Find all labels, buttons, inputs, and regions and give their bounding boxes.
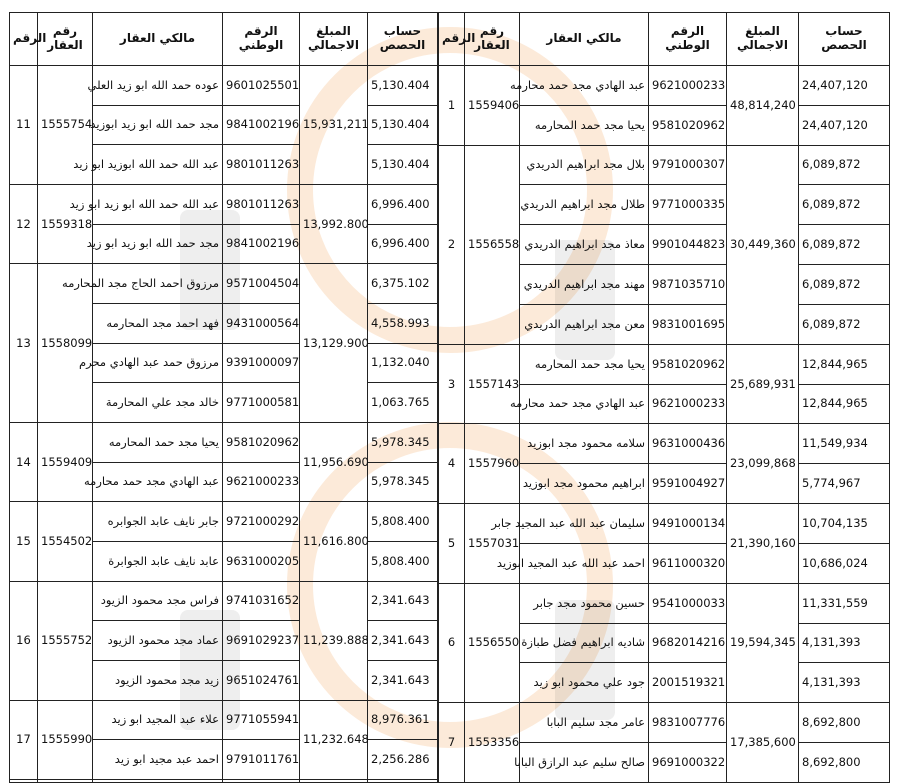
owner-name: عبد الله حمد الله ابو زيد ابو زيد <box>93 185 223 225</box>
owner-name: عماد مجد محمود الزيود <box>93 621 223 661</box>
share-amount: 8,692,800 <box>799 703 890 743</box>
property-number: 1559318 <box>38 185 93 264</box>
national-id: 9621000233 <box>223 462 300 502</box>
total-amount: 15,931,211 <box>300 66 368 185</box>
property-number: 1553356 <box>465 703 520 783</box>
national-id: 9541000033 <box>649 583 727 623</box>
row-index: 1 <box>439 66 465 146</box>
total-amount: 13,992.800 <box>300 185 368 264</box>
share-amount: 6,996.400 <box>368 224 438 264</box>
table-row <box>439 424 890 464</box>
total-amount: 48,814,240 <box>727 66 799 146</box>
share-amount: 12,844,965 <box>799 384 890 424</box>
owner-name: معن مجد ابراهيم الدريدي <box>520 304 649 344</box>
table-row <box>10 700 438 740</box>
national-id: 9581020962 <box>223 423 300 463</box>
empty-cell <box>223 780 300 783</box>
owner-name: مرزوق احمد الحاج مجد المحارمه <box>93 264 223 304</box>
share-amount: 6,089,872 <box>799 185 890 225</box>
share-amount: 2,341.643 <box>368 621 438 661</box>
owner-name: عبد الهادي مجد حمد محارمه <box>520 384 649 424</box>
national-id: 9691029237 <box>223 621 300 661</box>
table-row <box>439 703 890 743</box>
total-amount: 13,129.900 <box>300 264 368 423</box>
national-id: 9591004927 <box>649 464 727 504</box>
total-amount: 11,956.690 <box>300 423 368 502</box>
owner-name: سليمان عبد الله عبد المجيد جابر <box>520 504 649 544</box>
header-share-account: حساب الحصص <box>799 13 890 66</box>
owner-name: خالد مجد علي المحارمة <box>93 383 223 423</box>
header-row <box>10 13 438 66</box>
national-id: 9651024761 <box>223 661 300 701</box>
row-index: 4 <box>439 424 465 504</box>
property-number: 1556558 <box>465 145 520 344</box>
share-amount: 1,132.040 <box>368 343 438 383</box>
row-index: 5 <box>439 504 465 584</box>
table-row <box>439 344 890 384</box>
empty-cell <box>10 780 38 783</box>
national-id: 9841002196 <box>223 105 300 145</box>
table-row <box>10 502 438 542</box>
owner-name: حسين محمود مجد جابر <box>520 583 649 623</box>
national-id: 9791000307 <box>649 145 727 185</box>
share-amount: 5,130.404 <box>368 66 438 106</box>
total-amount: 23,099,868 <box>727 424 799 504</box>
empty-row <box>10 780 438 783</box>
row-index: 17 <box>10 700 38 779</box>
header-national-id: الرقم الوطني <box>223 13 300 66</box>
national-id: 9831001695 <box>649 304 727 344</box>
national-id: 9601025501 <box>223 66 300 106</box>
property-number: 1557031 <box>465 504 520 584</box>
total-amount: 11,239.888 <box>300 581 368 700</box>
national-id: 9901044823 <box>649 225 727 265</box>
owner-name: ابراهيم محمود مجد ابوزيد <box>520 464 649 504</box>
national-id: 9491000134 <box>649 504 727 544</box>
owner-name: مرزوق حمد عبد الهادي محرم <box>93 343 223 383</box>
row-index: 6 <box>439 583 465 702</box>
header-share-account: حساب الحصص <box>368 13 438 66</box>
empty-cell <box>368 780 438 783</box>
tables-container <box>10 12 890 783</box>
total-amount: 11,616.800 <box>300 502 368 581</box>
national-id: 9791011761 <box>223 740 300 780</box>
share-amount: 24,407,120 <box>799 66 890 106</box>
national-id: 9801011263 <box>223 185 300 225</box>
property-number: 1559406 <box>465 66 520 146</box>
national-id: 9571004504 <box>223 264 300 304</box>
owner-name: عابد نايف عابد الجوابرة <box>93 542 223 582</box>
owner-name: بلال مجد ابراهيم الدريدي <box>520 145 649 185</box>
national-id: 9771055941 <box>223 700 300 740</box>
header-total-amount: المبلغ الاجمالي <box>727 13 799 66</box>
share-amount: 11,331,559 <box>799 583 890 623</box>
row-index: 3 <box>439 344 465 424</box>
share-amount: 1,063.765 <box>368 383 438 423</box>
total-amount: 21,390,160 <box>727 504 799 584</box>
property-number: 1556550 <box>465 583 520 702</box>
table-row <box>10 185 438 225</box>
share-amount: 2,256.286 <box>368 740 438 780</box>
national-id: 9581020962 <box>649 344 727 384</box>
table-row <box>439 145 890 185</box>
empty-cell <box>300 780 368 783</box>
total-amount: 11,232.648 <box>300 700 368 779</box>
header-index: الرقم <box>439 13 465 66</box>
property-number: 1558099 <box>38 264 93 423</box>
owner-name: عامر مجد سليم البابا <box>520 703 649 743</box>
owner-name: مجد حمد الله ابو زيد ابو زيد <box>93 224 223 264</box>
national-id: 9771000335 <box>649 185 727 225</box>
row-index: 13 <box>10 264 38 423</box>
owner-name: مجد حمد الله ابو زيد ابوزيد <box>93 105 223 145</box>
share-amount: 10,704,135 <box>799 504 890 544</box>
share-amount: 5,978.345 <box>368 462 438 502</box>
share-amount: 24,407,120 <box>799 105 890 145</box>
table-row <box>10 581 438 621</box>
owner-name: يحيا مجد حمد المحارمه <box>520 344 649 384</box>
share-amount: 10,686,024 <box>799 543 890 583</box>
table-row <box>10 423 438 463</box>
owner-name: عبد الهادي مجد حمد محارمه <box>520 66 649 106</box>
owner-name: عبد الهادي مجد حمد محارمه <box>93 462 223 502</box>
table-row <box>439 583 890 623</box>
property-number: 1559409 <box>38 423 93 502</box>
share-amount: 8,692,800 <box>799 743 890 783</box>
share-amount: 12,844,965 <box>799 344 890 384</box>
header-owners: مالكي العقار <box>93 13 223 66</box>
empty-cell <box>38 780 93 783</box>
properties-table-right <box>438 12 890 783</box>
share-amount: 6,089,872 <box>799 225 890 265</box>
owner-name: علاء عبد المجيد ابو زيد <box>93 700 223 740</box>
owner-name: جابر نايف عابد الجوابره <box>93 502 223 542</box>
national-id: 9741031652 <box>223 581 300 621</box>
national-id: 9721000292 <box>223 502 300 542</box>
property-number: 1555754 <box>38 66 93 185</box>
owner-name: فراس مجد محمود الزيود <box>93 581 223 621</box>
national-id: 9621000233 <box>649 66 727 106</box>
national-id: 9631000436 <box>649 424 727 464</box>
property-number: 1557143 <box>465 344 520 424</box>
national-id: 9871035710 <box>649 265 727 305</box>
share-amount: 5,978.345 <box>368 423 438 463</box>
properties-table-left <box>9 12 438 783</box>
table-body <box>10 66 438 783</box>
owner-name: مهند مجد ابراهيم الدريدي <box>520 265 649 305</box>
national-id: 9581020962 <box>649 105 727 145</box>
national-id: 9391000097 <box>223 343 300 383</box>
owner-name: يحيا مجد حمد المحارمه <box>520 105 649 145</box>
row-index: 11 <box>10 66 38 185</box>
owner-name: احمد عبد الله عبد المجيد ابوزيد <box>520 543 649 583</box>
national-id: 9682014216 <box>649 623 727 663</box>
share-amount: 11,549,934 <box>799 424 890 464</box>
share-amount: 2,341.643 <box>368 661 438 701</box>
header-index: الرقم <box>10 13 38 66</box>
table-row <box>439 66 890 106</box>
owner-name: شاديه ابراهيم فضل طبازة <box>520 623 649 663</box>
owner-name: عبد الله حمد الله ابوزيد ابو زيد <box>93 145 223 185</box>
owner-name: معاذ مجد ابراهيم الدريدي <box>520 225 649 265</box>
owner-name: زيد مجد محمود الزيود <box>93 661 223 701</box>
share-amount: 6,089,872 <box>799 145 890 185</box>
table-header <box>439 13 890 66</box>
share-amount: 6,089,872 <box>799 265 890 305</box>
share-amount: 8,976.361 <box>368 700 438 740</box>
header-property-number: رقم العقار <box>38 13 93 66</box>
share-amount: 6,089,872 <box>799 304 890 344</box>
share-amount: 5,808.400 <box>368 542 438 582</box>
share-amount: 4,131,393 <box>799 623 890 663</box>
table-row <box>10 264 438 304</box>
share-amount: 6,375.102 <box>368 264 438 304</box>
owner-name: احمد عبد مجيد ابو زيد <box>93 740 223 780</box>
share-amount: 5,774,967 <box>799 464 890 504</box>
total-amount: 30,449,360 <box>727 145 799 344</box>
owner-name: يحيا مجد حمد المحارمه <box>93 423 223 463</box>
national-id: 9831007776 <box>649 703 727 743</box>
header-total-amount: المبلغ الاجمالي <box>300 13 368 66</box>
total-amount: 19,594,345 <box>727 583 799 702</box>
owner-name: صالح سليم عبد الرازق البابا <box>520 743 649 783</box>
national-id: 9841002196 <box>223 224 300 264</box>
row-index: 15 <box>10 502 38 581</box>
share-amount: 4,558.993 <box>368 304 438 344</box>
table-row <box>10 66 438 106</box>
property-number: 1555752 <box>38 581 93 700</box>
row-index: 14 <box>10 423 38 502</box>
property-number: 1554502 <box>38 502 93 581</box>
row-index: 7 <box>439 703 465 783</box>
property-number: 1557960 <box>465 424 520 504</box>
header-owners: مالكي العقار <box>520 13 649 66</box>
header-national-id: الرقم الوطني <box>649 13 727 66</box>
owner-name: سلامه محمود مجد ابوزيد <box>520 424 649 464</box>
owner-name: جود علي محمود ابو زيد <box>520 663 649 703</box>
national-id: 9691000322 <box>649 743 727 783</box>
national-id: 9771000581 <box>223 383 300 423</box>
share-amount: 6,996.400 <box>368 185 438 225</box>
share-amount: 4,131,393 <box>799 663 890 703</box>
national-id: 2001519321 <box>649 663 727 703</box>
owner-name: عوده حمد الله ابو زيد العلي <box>93 66 223 106</box>
share-amount: 5,808.400 <box>368 502 438 542</box>
owner-name: طلال مجد ابراهيم الدريدي <box>520 185 649 225</box>
row-index: 12 <box>10 185 38 264</box>
row-index: 2 <box>439 145 465 344</box>
table-header <box>10 13 438 66</box>
owner-name: فهد احمد مجد المحارمه <box>93 304 223 344</box>
share-amount: 2,341.643 <box>368 581 438 621</box>
national-id: 9631000205 <box>223 542 300 582</box>
national-id: 9431000564 <box>223 304 300 344</box>
table-body <box>439 66 890 783</box>
national-id: 9621000233 <box>649 384 727 424</box>
total-amount: 17,385,600 <box>727 703 799 783</box>
total-amount: 25,689,931 <box>727 344 799 424</box>
header-row <box>439 13 890 66</box>
national-id: 9611000320 <box>649 543 727 583</box>
property-number: 1555990 <box>38 700 93 779</box>
header-property-number: رقم العقار <box>465 13 520 66</box>
share-amount: 5,130.404 <box>368 145 438 185</box>
table-row <box>439 504 890 544</box>
row-index: 16 <box>10 581 38 700</box>
empty-cell <box>93 780 223 783</box>
share-amount: 5,130.404 <box>368 105 438 145</box>
national-id: 9801011263 <box>223 145 300 185</box>
